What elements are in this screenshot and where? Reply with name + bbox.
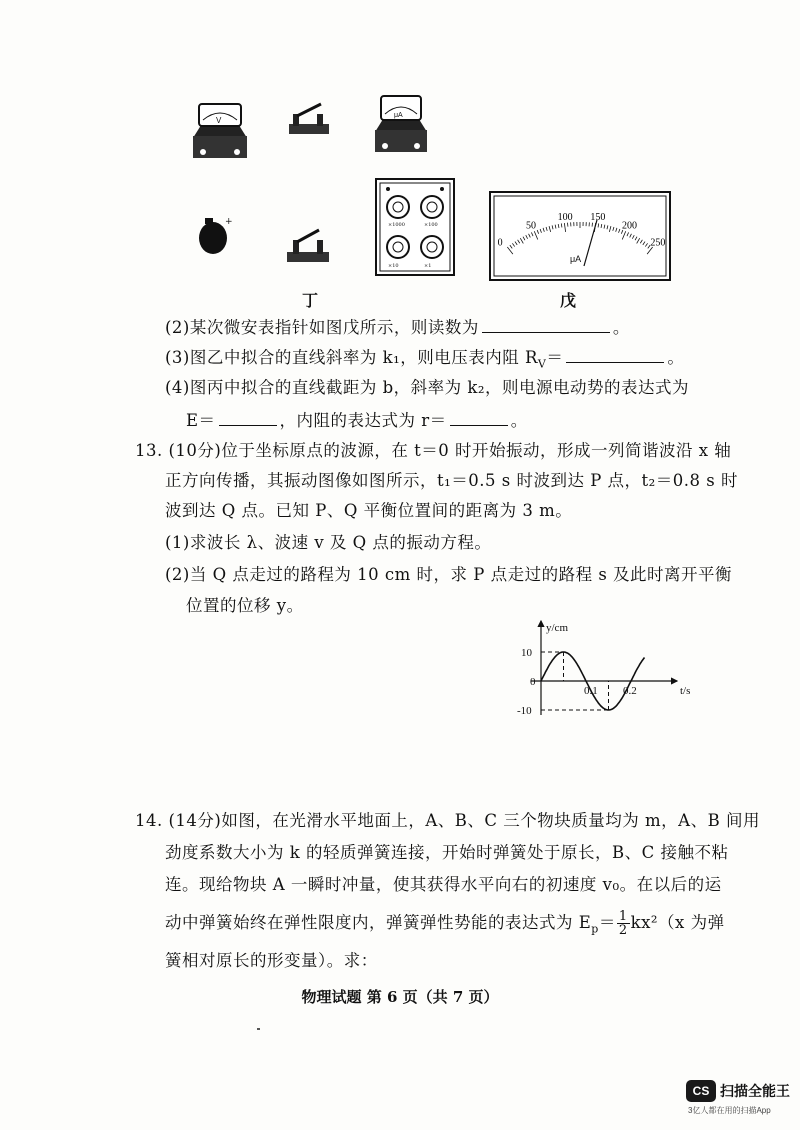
answer-blank[interactable] xyxy=(450,409,508,426)
switch-icon xyxy=(287,230,329,262)
q13-line-4: (1)求波长 λ、波速 v 及 Q 点的振动方程。 xyxy=(165,533,492,552)
dial-unit: μA xyxy=(570,254,582,264)
q12-part2: (2)某次微安表指针如图戊所示，则读数为 。 xyxy=(165,318,630,337)
origin-label: 0 xyxy=(530,676,536,688)
scanner-watermark xyxy=(686,1080,796,1120)
q13-line-2: 正方向传播，其振动图像如图所示，t₁＝0.5 s 时波到达 P 点，t₂＝0.8 s 时 xyxy=(165,471,738,490)
scanner-name: 扫描全能王 xyxy=(720,1083,790,1099)
svg-text:×100: ×100 xyxy=(424,222,438,228)
dial-tick-label: 100 xyxy=(557,212,573,224)
t-tick-label: 0.1 xyxy=(584,685,598,697)
knife-switch-icon xyxy=(289,104,329,134)
svg-text:×10: ×10 xyxy=(388,263,399,269)
q12-part4-line1: (4)图丙中拟合的直线截距为 b，斜率为 k₂，则电源电动势的表达式为 xyxy=(165,378,690,397)
answer-blank[interactable] xyxy=(482,316,610,333)
q14-line-1: 14. (14分)如图，在光滑水平地面上，A、B、C 三个物块质量均为 m，A、B 间用 xyxy=(135,811,760,830)
svg-text:×1: ×1 xyxy=(424,263,432,269)
page-footer: 物理试题 第 6 页（共 7 页） xyxy=(301,988,499,1006)
q13-line-6: 位置的位移 y。 xyxy=(186,596,304,615)
microammeter-dial xyxy=(488,190,672,282)
dial-tick-label: 0 xyxy=(497,237,503,249)
answer-blank[interactable] xyxy=(566,346,664,363)
voltmeter-symbol: V xyxy=(216,116,222,125)
q14-line-3: 连。现给物块 A 一瞬时冲量，使其获得水平向右的初速度 v₀。在以后的运 xyxy=(165,875,722,894)
microammeter-symbol: μA xyxy=(394,112,403,119)
vibration-graph xyxy=(505,615,700,725)
scanner-subtitle: 3亿人都在用的扫描App xyxy=(688,1106,771,1115)
figure-label-ding: 丁 xyxy=(302,291,319,310)
microammeter-icon xyxy=(375,96,427,152)
q14-line-2: 劲度系数大小为 k 的轻质弹簧连接，开始时弹簧处于原长，B、C 接触不粘 xyxy=(165,843,729,862)
speck xyxy=(257,1028,260,1030)
cs-logo-icon: CS xyxy=(686,1080,716,1102)
q13-line-1: 13. (10分)位于坐标原点的波源，在 t＝0 时开始振动，形成一列简谐波沿 x 轴 xyxy=(135,441,732,460)
y-axis-label: y/cm xyxy=(546,622,568,634)
q14-line-5: 簧相对原长的形变量）。求： xyxy=(165,951,378,970)
y-tick-label: -10 xyxy=(517,705,532,717)
svg-text:×1000: ×1000 xyxy=(388,222,405,228)
svg-text:+: + xyxy=(225,217,233,227)
t-tick-label: 0.2 xyxy=(623,685,637,697)
q12-part4-line2: E＝ ，内阻的表达式为 r＝ 。 xyxy=(186,411,528,430)
resistance-box-icon xyxy=(374,177,456,277)
y-tick-label: 10 xyxy=(521,647,532,659)
q13-line-3: 波到达 Q 点。已知 P、Q 平衡位置间的距离为 3 m。 xyxy=(165,501,573,520)
q12-part3: (3)图乙中拟合的直线斜率为 k₁，则电压表内阻 $R_V=$ 。 xyxy=(165,348,685,371)
dial-tick-label: 150 xyxy=(590,212,606,224)
voltmeter-icon xyxy=(193,104,247,158)
figure-label-wu: 戊 xyxy=(560,291,577,310)
dial-tick-label: 250 xyxy=(650,237,666,249)
fraction: $\frac{1}{2}$ xyxy=(618,909,628,938)
dial-tick-label: 200 xyxy=(622,220,638,232)
q13-line-5: (2)当 Q 点走过的路程为 10 cm 时，求 P 点走过的路程 s 及此时离开平衡 xyxy=(165,565,733,584)
dial-tick-label: 50 xyxy=(525,220,536,232)
q14-line-4: 动中弹簧始终在弹性限度内，弹簧弹性势能的表达式为 $E_p=$ $\frac{1}{2}$ kx²（x 为弹 xyxy=(165,909,725,938)
answer-blank[interactable] xyxy=(219,409,277,426)
battery-icon xyxy=(199,217,233,254)
t-axis-label: t/s xyxy=(680,685,691,697)
